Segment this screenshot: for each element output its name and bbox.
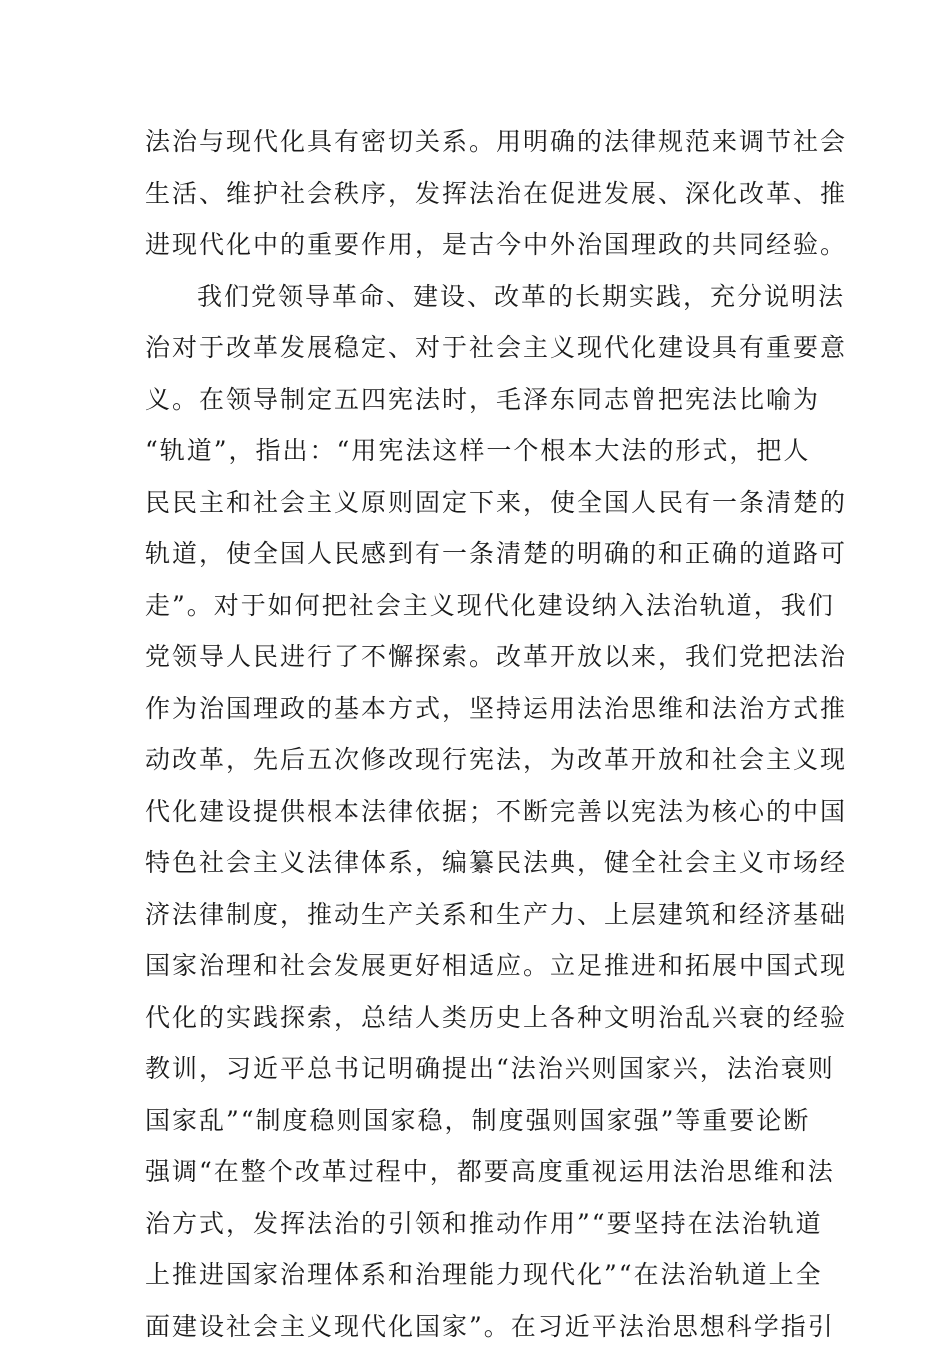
text-line: 党领导人民进行了不懈探索。改革开放以来，我们党把法治 (145, 631, 810, 683)
text-line: 上推进国家治理体系和治理能力现代化”“在法治轨道上全 (145, 1249, 810, 1301)
text-line: 面建设社会主义现代化国家”。在习近平法治思想科学指引 (145, 1301, 810, 1352)
text-line: 教训，习近平总书记明确提出“法治兴则国家兴，法治衰则 (145, 1043, 810, 1095)
text-line: 轨道，使全国人民感到有一条清楚的明确的和正确的道路可 (145, 528, 810, 580)
text-line: 国家乱”“制度稳则国家稳，制度强则国家强”等重要论断 (145, 1095, 810, 1147)
text-line: 代化的实践探索，总结人类历史上各种文明治乱兴衰的经验 (145, 992, 810, 1044)
text-line: 治方式，发挥法治的引领和推动作用”“要坚持在法治轨道 (145, 1198, 810, 1250)
text-line: 进现代化中的重要作用，是古今中外治国理政的共同经验。 (145, 219, 810, 271)
text-line: 特色社会主义法律体系，编纂民法典，健全社会主义市场经 (145, 837, 810, 889)
text-line: 济法律制度，推动生产关系和生产力、上层建筑和经济基础 (145, 889, 810, 941)
paragraph-first-line: 我们党领导革命、建设、改革的长期实践，充分说明法 (145, 271, 810, 323)
text-line: 义。在领导制定五四宪法时，毛泽东同志曾把宪法比喻为 (145, 374, 810, 426)
text-line: 强调“在整个改革过程中，都要高度重视运用法治思维和法 (145, 1146, 810, 1198)
text-line: 代化建设提供根本法律依据；不断完善以宪法为核心的中国 (145, 786, 810, 838)
text-line: “轨道”，指出：“用宪法这样一个根本大法的形式，把人 (145, 425, 810, 477)
text-line: 动改革，先后五次修改现行宪法，为改革开放和社会主义现 (145, 734, 810, 786)
text-line: 治对于改革发展稳定、对于社会主义现代化建设具有重要意 (145, 322, 810, 374)
text-line: 作为治国理政的基本方式，坚持运用法治思维和法治方式推 (145, 683, 810, 735)
text-line: 民民主和社会主义原则固定下来，使全国人民有一条清楚的 (145, 477, 810, 529)
text-line: 生活、维护社会秩序，发挥法治在促进发展、深化改革、推 (145, 168, 810, 220)
text-line: 法治与现代化具有密切关系。用明确的法律规范来调节社会 (145, 116, 810, 168)
text-line: 走”。对于如何把社会主义现代化建设纳入法治轨道，我们 (145, 580, 810, 632)
body-text (145, 116, 810, 1352)
text-line: 国家治理和社会发展更好相适应。立足推进和拓展中国式现 (145, 940, 810, 992)
